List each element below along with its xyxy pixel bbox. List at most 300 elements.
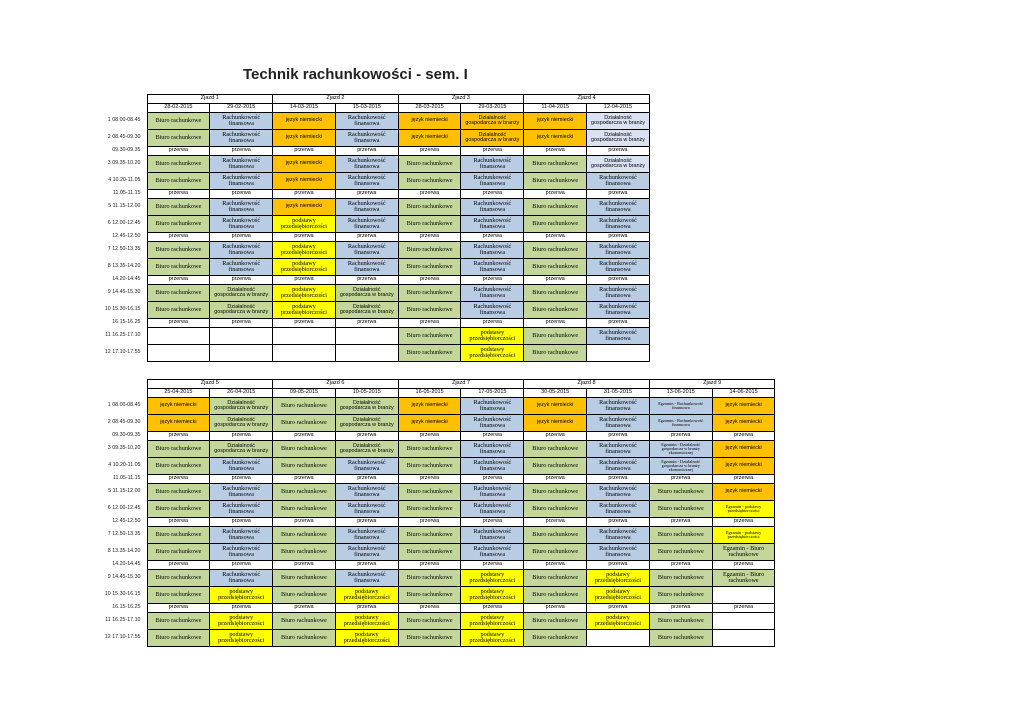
lesson-cell	[712, 587, 775, 604]
break-cell: przerwa	[147, 475, 210, 484]
break-cell: przerwa	[273, 147, 336, 156]
break-cell: przerwa	[210, 319, 273, 328]
lesson-cell: Rachunkowość finansowa	[335, 173, 398, 190]
lesson-cell: Rachunkowość finansowa	[461, 415, 524, 432]
lesson-row	[96, 570, 775, 587]
date-header: 14-03-2015	[273, 104, 336, 113]
break-cell: przerwa	[273, 604, 336, 613]
lesson-cell: podstawy przedsiębiorczości	[461, 328, 524, 345]
lesson-cell	[147, 345, 210, 362]
lesson-cell: Biuro rachunkowe	[147, 285, 210, 302]
lesson-cell: język niemiecki	[398, 113, 461, 130]
lesson-cell: Biuro rachunkowe	[273, 527, 336, 544]
lesson-cell: Rachunkowość finansowa	[587, 199, 650, 216]
break-cell: przerwa	[210, 276, 273, 285]
lesson-cell: Rachunkowość finansowa	[587, 216, 650, 233]
time-label: 5 11.15-12.00	[108, 203, 141, 210]
break-cell: przerwa	[461, 518, 524, 527]
time-label: 5 11.15-12.00	[108, 488, 141, 495]
break-cell: przerwa	[587, 561, 650, 570]
lesson-cell: Biuro rachunkowe	[147, 242, 210, 259]
lesson-cell: Rachunkowość finansowa	[461, 199, 524, 216]
lesson-cell: Rachunkowość finansowa	[461, 285, 524, 302]
lesson-cell: język niemiecki	[712, 398, 775, 415]
lesson-cell: Biuro rachunkowe	[147, 544, 210, 561]
zjazd-header: Zjazd 1	[147, 95, 273, 104]
time-label: 12 17.10-17.55	[104, 349, 141, 356]
lesson-cell: Biuro rachunkowe	[649, 484, 712, 501]
time-label: 3 09.35-10.20	[107, 160, 141, 167]
break-cell: przerwa	[398, 518, 461, 527]
lesson-cell: Działalność gospodarcza w branży	[587, 156, 650, 173]
lesson-cell: Działalność gospodarcza w branży	[335, 398, 398, 415]
time-label: 9 14.45-15.30	[107, 289, 141, 296]
lesson-cell: podstawy przedsiębiorczości	[461, 570, 524, 587]
break-cell: przerwa	[461, 475, 524, 484]
time-label: 11.05-11.15	[113, 475, 141, 482]
time-label: 14.20-14.45	[112, 561, 141, 568]
lesson-cell: Biuro rachunkowe	[649, 613, 712, 630]
lesson-cell: Biuro rachunkowe	[273, 458, 336, 475]
date-header: 25-04-2015	[147, 389, 210, 398]
date-header: 28-02-2015	[147, 104, 210, 113]
lesson-cell: Egzamin - Rachunkowość finansowa	[649, 398, 712, 415]
lesson-cell	[147, 328, 210, 345]
lesson-cell: Biuro rachunkowe	[398, 527, 461, 544]
break-cell: przerwa	[649, 561, 712, 570]
lesson-cell: język niemiecki	[147, 415, 210, 432]
lesson-cell: Działalność gospodarcza w branży	[210, 441, 273, 458]
schedule-table-2	[96, 379, 775, 647]
lesson-cell: podstawy przedsiębiorczości	[335, 630, 398, 647]
lesson-cell	[273, 345, 336, 362]
date-header: 31-05-2015	[587, 389, 650, 398]
lesson-cell: Rachunkowość finansowa	[587, 415, 650, 432]
lesson-cell: Biuro rachunkowe	[398, 302, 461, 319]
break-cell: przerwa	[712, 518, 775, 527]
lesson-cell: Rachunkowość finansowa	[335, 259, 398, 276]
date-header: 26-04-2015	[210, 389, 273, 398]
lesson-cell: Rachunkowość finansowa	[461, 259, 524, 276]
lesson-cell: Działalność gospodarcza w branży	[461, 113, 524, 130]
lesson-cell: język niemiecki	[147, 398, 210, 415]
break-cell: przerwa	[398, 475, 461, 484]
lesson-cell: Biuro rachunkowe	[273, 484, 336, 501]
break-row	[96, 518, 775, 527]
break-cell: przerwa	[398, 147, 461, 156]
lesson-cell: Działalność gospodarcza w branży	[587, 113, 650, 130]
break-cell: przerwa	[461, 233, 524, 242]
time-label: 12.45-12.50	[112, 233, 141, 240]
break-cell: przerwa	[398, 432, 461, 441]
lesson-cell: Egzamin - podstawy przedsiębiorczości	[712, 501, 775, 518]
lesson-cell: Egzamin - Biuro rachunkowe	[712, 570, 775, 587]
lesson-cell: podstawy przedsiębiorczości	[461, 587, 524, 604]
break-cell: przerwa	[587, 432, 650, 441]
lesson-cell: Biuro rachunkowe	[524, 242, 587, 259]
break-row	[96, 233, 649, 242]
lesson-cell: Rachunkowość finansowa	[210, 527, 273, 544]
break-cell: przerwa	[210, 561, 273, 570]
date-header: 28-03-2015	[398, 104, 461, 113]
lesson-cell: język niemiecki	[712, 458, 775, 475]
break-cell: przerwa	[524, 319, 587, 328]
break-cell: przerwa	[335, 604, 398, 613]
lesson-cell: Biuro rachunkowe	[147, 156, 210, 173]
time-label: 12.45-12.50	[112, 518, 141, 525]
zjazd-header: Zjazd 4	[524, 95, 650, 104]
lesson-cell: Rachunkowość finansowa	[587, 242, 650, 259]
lesson-row	[96, 441, 775, 458]
lesson-cell: Biuro rachunkowe	[147, 484, 210, 501]
lesson-row	[96, 415, 775, 432]
lesson-row	[96, 484, 775, 501]
time-label: 3 09.35-10.20	[107, 445, 141, 452]
break-cell: przerwa	[461, 432, 524, 441]
lesson-cell	[712, 613, 775, 630]
break-cell: przerwa	[524, 276, 587, 285]
lesson-cell: Biuro rachunkowe	[398, 501, 461, 518]
break-cell: przerwa	[335, 475, 398, 484]
break-cell: przerwa	[147, 518, 210, 527]
lesson-cell: język niemiecki	[273, 173, 336, 190]
break-cell: przerwa	[398, 233, 461, 242]
lesson-cell: podstawy przedsiębiorczości	[210, 630, 273, 647]
break-row	[96, 147, 649, 156]
lesson-cell: Biuro rachunkowe	[524, 527, 587, 544]
lesson-cell: podstawy przedsiębiorczości	[587, 613, 650, 630]
time-label: 09.30-09.35	[112, 147, 141, 154]
lesson-row	[96, 156, 649, 173]
lesson-cell: język niemiecki	[273, 113, 336, 130]
lesson-cell: język niemiecki	[712, 484, 775, 501]
lesson-cell: Rachunkowość finansowa	[335, 527, 398, 544]
lesson-row	[96, 544, 775, 561]
break-cell: przerwa	[461, 276, 524, 285]
lesson-cell: Biuro rachunkowe	[524, 302, 587, 319]
lesson-cell	[335, 328, 398, 345]
time-label: 1 08.00-08.45	[107, 117, 141, 124]
lesson-cell: Biuro rachunkowe	[649, 570, 712, 587]
zjazd-header: Zjazd 7	[398, 380, 524, 389]
lesson-cell: Rachunkowość finansowa	[461, 527, 524, 544]
break-cell: przerwa	[398, 319, 461, 328]
lesson-cell: Działalność gospodarcza w branży	[210, 285, 273, 302]
lesson-cell	[273, 328, 336, 345]
lesson-cell: Rachunkowość finansowa	[210, 173, 273, 190]
lesson-row	[96, 242, 649, 259]
lesson-cell: Rachunkowość finansowa	[210, 199, 273, 216]
break-cell: przerwa	[587, 233, 650, 242]
break-cell: przerwa	[147, 276, 210, 285]
lesson-row	[96, 173, 649, 190]
lesson-cell: Rachunkowość finansowa	[210, 458, 273, 475]
lesson-cell: Biuro rachunkowe	[524, 259, 587, 276]
break-cell: przerwa	[147, 190, 210, 199]
lesson-cell: Rachunkowość finansowa	[461, 501, 524, 518]
break-cell: przerwa	[210, 604, 273, 613]
lesson-cell: podstawy przedsiębiorczości	[273, 259, 336, 276]
date-header: 29-03-2015	[461, 104, 524, 113]
break-cell: przerwa	[147, 319, 210, 328]
zjazd-header: Zjazd 9	[649, 380, 775, 389]
lesson-row	[96, 113, 649, 130]
break-cell: przerwa	[398, 190, 461, 199]
lesson-cell: Biuro rachunkowe	[398, 199, 461, 216]
break-cell: przerwa	[210, 518, 273, 527]
lesson-cell: Rachunkowość finansowa	[587, 259, 650, 276]
lesson-cell: podstawy przedsiębiorczości	[273, 242, 336, 259]
lesson-cell: Rachunkowość finansowa	[335, 501, 398, 518]
lesson-cell: Biuro rachunkowe	[273, 398, 336, 415]
date-header: 13-06-2015	[649, 389, 712, 398]
break-cell: przerwa	[335, 518, 398, 527]
time-label: 6 12.00-12.45	[107, 505, 141, 512]
time-label: 8 13.35-14.20	[107, 548, 141, 555]
break-cell: przerwa	[273, 276, 336, 285]
lesson-cell: Rachunkowość finansowa	[335, 484, 398, 501]
lesson-cell: podstawy przedsiębiorczości	[273, 216, 336, 233]
lesson-row	[96, 259, 649, 276]
lesson-cell: Biuro rachunkowe	[398, 587, 461, 604]
lesson-cell: Biuro rachunkowe	[524, 458, 587, 475]
lesson-cell: podstawy przedsiębiorczości	[461, 613, 524, 630]
lesson-cell: Biuro rachunkowe	[147, 458, 210, 475]
schedule-table-1	[96, 94, 650, 362]
lesson-cell: podstawy przedsiębiorczości	[461, 345, 524, 362]
time-label: 4 10.20-11.05	[108, 462, 141, 469]
lesson-cell: Rachunkowość finansowa	[587, 173, 650, 190]
lesson-cell: Rachunkowość finansowa	[587, 544, 650, 561]
lesson-cell: Rachunkowość finansowa	[210, 113, 273, 130]
break-cell: przerwa	[335, 190, 398, 199]
lesson-cell: Rachunkowość finansowa	[461, 302, 524, 319]
lesson-cell: podstawy przedsiębiorczości	[587, 570, 650, 587]
lesson-cell: Rachunkowość finansowa	[587, 398, 650, 415]
break-cell: przerwa	[210, 190, 273, 199]
lesson-cell: Rachunkowość finansowa	[335, 544, 398, 561]
lesson-cell	[587, 630, 650, 647]
date-header: 16-05-2015	[398, 389, 461, 398]
break-cell: przerwa	[461, 561, 524, 570]
break-row	[96, 561, 775, 570]
lesson-cell: Biuro rachunkowe	[524, 544, 587, 561]
lesson-cell: język niemiecki	[398, 130, 461, 147]
break-cell: przerwa	[587, 276, 650, 285]
lesson-row	[96, 630, 775, 647]
lesson-cell: Działalność gospodarcza w branży	[335, 302, 398, 319]
time-label: 11 16.25-17.10	[105, 332, 141, 339]
lesson-cell: język niemiecki	[273, 199, 336, 216]
break-cell: przerwa	[273, 561, 336, 570]
break-cell: przerwa	[398, 561, 461, 570]
lesson-cell: Biuro rachunkowe	[273, 415, 336, 432]
lesson-cell: Biuro rachunkowe	[524, 328, 587, 345]
lesson-row	[96, 587, 775, 604]
time-label: 11.05-11.15	[113, 190, 141, 197]
break-cell: przerwa	[712, 432, 775, 441]
time-label: 16.15-16.25	[112, 319, 141, 326]
zjazd-header: Zjazd 6	[273, 380, 399, 389]
lesson-cell: Rachunkowość finansowa	[335, 216, 398, 233]
time-label: 16.15-16.25	[112, 604, 141, 611]
lesson-cell: Działalność gospodarcza w branży	[335, 415, 398, 432]
lesson-cell: podstawy przedsiębiorczości	[587, 587, 650, 604]
time-label: 2 08.45-09.30	[107, 419, 141, 426]
break-cell: przerwa	[335, 147, 398, 156]
break-cell: przerwa	[273, 233, 336, 242]
zjazd-header: Zjazd 2	[273, 95, 399, 104]
lesson-cell: język niemiecki	[273, 130, 336, 147]
lesson-cell: Rachunkowość finansowa	[587, 302, 650, 319]
lesson-cell: Biuro rachunkowe	[273, 630, 336, 647]
lesson-cell	[712, 630, 775, 647]
break-cell: przerwa	[649, 518, 712, 527]
break-cell: przerwa	[335, 276, 398, 285]
date-header: 09-05-2015	[273, 389, 336, 398]
break-cell: przerwa	[587, 475, 650, 484]
lesson-cell: Biuro rachunkowe	[273, 501, 336, 518]
break-cell: przerwa	[335, 432, 398, 441]
lesson-cell: Biuro rachunkowe	[147, 173, 210, 190]
break-cell: przerwa	[649, 604, 712, 613]
lesson-cell: Egzamin - Działalność gospodarcza w branży ekonomicznej	[649, 441, 712, 458]
lesson-cell: Biuro rachunkowe	[398, 544, 461, 561]
lesson-cell: Rachunkowość finansowa	[210, 156, 273, 173]
lesson-cell: Rachunkowość finansowa	[335, 156, 398, 173]
lesson-cell: Biuro rachunkowe	[147, 199, 210, 216]
break-cell: przerwa	[335, 561, 398, 570]
lesson-row	[96, 328, 649, 345]
lesson-cell: Biuro rachunkowe	[147, 441, 210, 458]
lesson-cell: Biuro rachunkowe	[273, 613, 336, 630]
break-cell: przerwa	[147, 233, 210, 242]
lesson-cell: Biuro rachunkowe	[273, 570, 336, 587]
break-cell: przerwa	[147, 604, 210, 613]
lesson-cell: Biuro rachunkowe	[147, 302, 210, 319]
break-cell: przerwa	[649, 475, 712, 484]
lesson-cell: Biuro rachunkowe	[524, 199, 587, 216]
time-label: 8 13.35-14.20	[107, 263, 141, 270]
lesson-cell: podstawy przedsiębiorczości	[461, 630, 524, 647]
break-cell: przerwa	[210, 233, 273, 242]
lesson-cell: Biuro rachunkowe	[398, 570, 461, 587]
lesson-cell	[587, 345, 650, 362]
lesson-cell: Biuro rachunkowe	[398, 630, 461, 647]
lesson-cell: Rachunkowość finansowa	[461, 544, 524, 561]
lesson-cell: Rachunkowość finansowa	[587, 285, 650, 302]
lesson-cell: Biuro rachunkowe	[649, 527, 712, 544]
lesson-cell: Biuro rachunkowe	[524, 587, 587, 604]
break-cell: przerwa	[147, 561, 210, 570]
time-label: 14.20-14.45	[112, 276, 141, 283]
time-label: 1 08.00-08.45	[107, 402, 141, 409]
time-label: 12 17.10-17.55	[104, 634, 141, 641]
lesson-cell: Biuro rachunkowe	[398, 328, 461, 345]
lesson-cell: Biuro rachunkowe	[524, 613, 587, 630]
time-label: 7 12.50-13.35	[107, 246, 141, 253]
lesson-row	[96, 345, 649, 362]
lesson-cell: Biuro rachunkowe	[398, 458, 461, 475]
lesson-cell: język niemiecki	[712, 415, 775, 432]
lesson-row	[96, 285, 649, 302]
break-cell: przerwa	[273, 190, 336, 199]
time-label: 7 12.50-13.35	[107, 531, 141, 538]
date-header: 15-03-2015	[335, 104, 398, 113]
break-cell: przerwa	[461, 319, 524, 328]
lesson-cell: Biuro rachunkowe	[398, 242, 461, 259]
lesson-cell: Biuro rachunkowe	[649, 630, 712, 647]
time-label: 09.30-09.35	[112, 432, 141, 439]
lesson-cell: Biuro rachunkowe	[524, 630, 587, 647]
lesson-cell: język niemiecki	[398, 415, 461, 432]
lesson-cell: Rachunkowość finansowa	[335, 113, 398, 130]
break-cell: przerwa	[210, 147, 273, 156]
date-header: 30-05-2015	[524, 389, 587, 398]
break-cell: przerwa	[398, 604, 461, 613]
break-cell: przerwa	[461, 190, 524, 199]
lesson-cell: Biuro rachunkowe	[147, 216, 210, 233]
break-row	[96, 475, 775, 484]
break-cell: przerwa	[587, 319, 650, 328]
lesson-cell: Biuro rachunkowe	[649, 501, 712, 518]
lesson-cell: Działalność gospodarcza w branży	[335, 441, 398, 458]
lesson-cell: Biuro rachunkowe	[524, 441, 587, 458]
lesson-row	[96, 458, 775, 475]
time-label: 10 15.30-16.15	[104, 591, 141, 598]
break-row	[96, 276, 649, 285]
lesson-cell: Biuro rachunkowe	[398, 613, 461, 630]
break-cell: przerwa	[587, 604, 650, 613]
break-cell: przerwa	[587, 190, 650, 199]
lesson-cell: podstawy przedsiębiorczości	[335, 587, 398, 604]
lesson-cell	[210, 345, 273, 362]
date-header: 10-05-2015	[335, 389, 398, 398]
break-cell: przerwa	[273, 319, 336, 328]
break-cell: przerwa	[524, 561, 587, 570]
break-cell: przerwa	[147, 432, 210, 441]
break-cell: przerwa	[524, 190, 587, 199]
lesson-cell: Rachunkowość finansowa	[461, 484, 524, 501]
lesson-cell: Biuro rachunkowe	[147, 613, 210, 630]
break-row	[96, 604, 775, 613]
break-cell: przerwa	[524, 233, 587, 242]
lesson-cell: Biuro rachunkowe	[147, 130, 210, 147]
break-cell: przerwa	[335, 319, 398, 328]
page-title: Technik rachunkowości - sem. I	[243, 66, 468, 83]
lesson-cell: Rachunkowość finansowa	[335, 458, 398, 475]
lesson-row	[96, 398, 775, 415]
break-cell: przerwa	[649, 432, 712, 441]
break-cell: przerwa	[524, 604, 587, 613]
lesson-cell: Egzamin - Biuro rachunkowe	[712, 544, 775, 561]
break-cell: przerwa	[587, 518, 650, 527]
lesson-cell: Rachunkowość finansowa	[210, 130, 273, 147]
break-row	[96, 190, 649, 199]
break-cell: przerwa	[712, 604, 775, 613]
lesson-cell: Biuro rachunkowe	[524, 216, 587, 233]
lesson-row	[96, 527, 775, 544]
lesson-cell: Biuro rachunkowe	[524, 173, 587, 190]
lesson-cell: Rachunkowość finansowa	[587, 458, 650, 475]
lesson-row	[96, 216, 649, 233]
lesson-cell: Biuro rachunkowe	[398, 173, 461, 190]
lesson-cell: Rachunkowość finansowa	[210, 484, 273, 501]
break-cell: przerwa	[712, 561, 775, 570]
lesson-cell: Działalność gospodarcza w branży	[335, 285, 398, 302]
lesson-cell: podstawy przedsiębiorczości	[335, 613, 398, 630]
lesson-cell: Działalność gospodarcza w branży	[461, 130, 524, 147]
